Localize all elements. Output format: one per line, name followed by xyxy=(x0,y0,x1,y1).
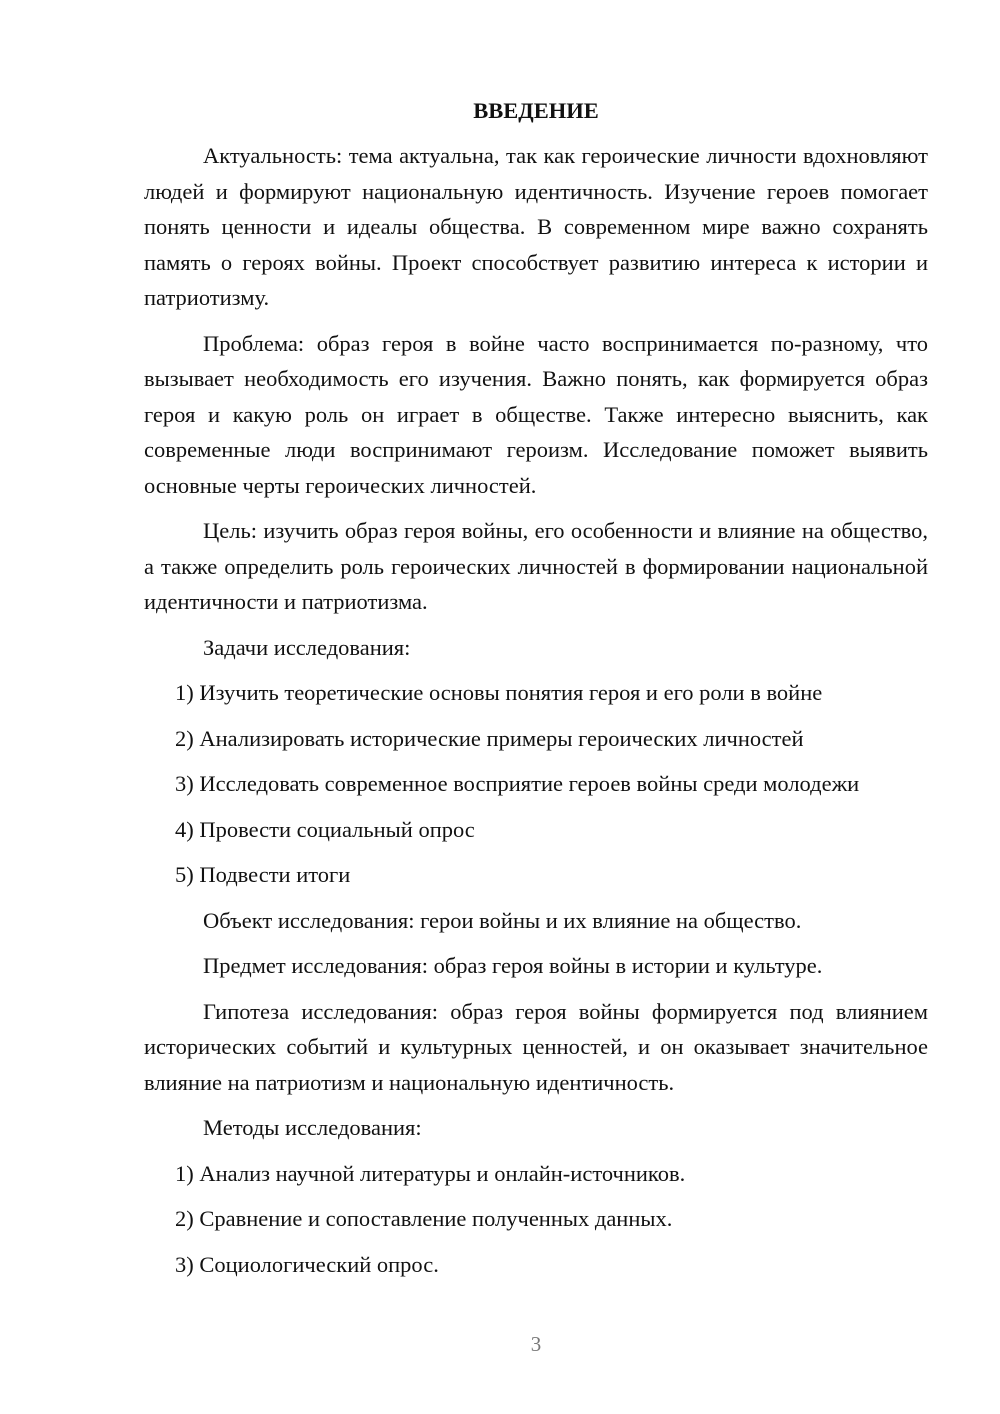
goal-paragraph: Цель: изучить образ героя войны, его особенности и влияние на общество, а также определить роль героических личностей в формировании национальной идентичности и патриотизма. xyxy=(144,518,928,614)
list-item: 1) Анализ научной литературы и онлайн-источников. xyxy=(175,1160,686,1186)
list-item: 5) Подвести итоги xyxy=(175,862,351,887)
page-title: ВВЕДЕНИЕ xyxy=(473,98,599,123)
methods-heading: Методы исследования: xyxy=(203,1115,422,1140)
list-item: 3) Исследовать современное восприятие героев войны среди молодежи xyxy=(175,771,860,796)
list-item: 2) Сравнение и сопоставление полученных данных. xyxy=(175,1206,673,1231)
tasks-heading: Задачи исследования: xyxy=(203,634,411,660)
list-item: 2) Анализировать исторические примеры героических личностей xyxy=(175,725,804,751)
list-item: 3) Социологический опрос. xyxy=(175,1251,439,1277)
document-page xyxy=(144,96,928,1292)
list-item: 4) Провести социальный опрос xyxy=(175,816,475,842)
problem-paragraph: Проблема: образ героя в войне часто воспринимается по-разному, что вызывает необходимость его изучения. Важно понять, как формируется образ героя и какую роль он играет в обществе. Также интересно выяснить, как современные люди воспринимают героизм. Исследование поможет выявить основные черты героических личностей. xyxy=(144,330,928,498)
methods-list xyxy=(144,1156,928,1283)
subject-line: Предмет исследования: образ героя войны в истории и культуре. xyxy=(203,953,823,978)
hypothesis-paragraph: Гипотеза исследования: образ героя войны формируется под влиянием исторических событий и культурных ценностей, и он оказывает значительное влияние на патриотизм и национальную идентичность. xyxy=(144,998,928,1095)
list-item: 1) Изучить теоретические основы понятия героя и его роли в войне xyxy=(175,680,823,705)
object-line: Объект исследования: герои войны и их влияние на общество. xyxy=(203,907,802,933)
page-number: 3 xyxy=(530,1332,542,1356)
relevance-paragraph: Актуальность: тема актуальна, так как героические личности вдохновляют людей и формируют национальную идентичность. Изучение героев помогает понять ценности и идеалы общества. В современном мире важно сохранять память о героях войны. Проект способствует развитию интереса к истории и патриотизму. xyxy=(144,143,928,310)
tasks-list xyxy=(144,675,928,893)
